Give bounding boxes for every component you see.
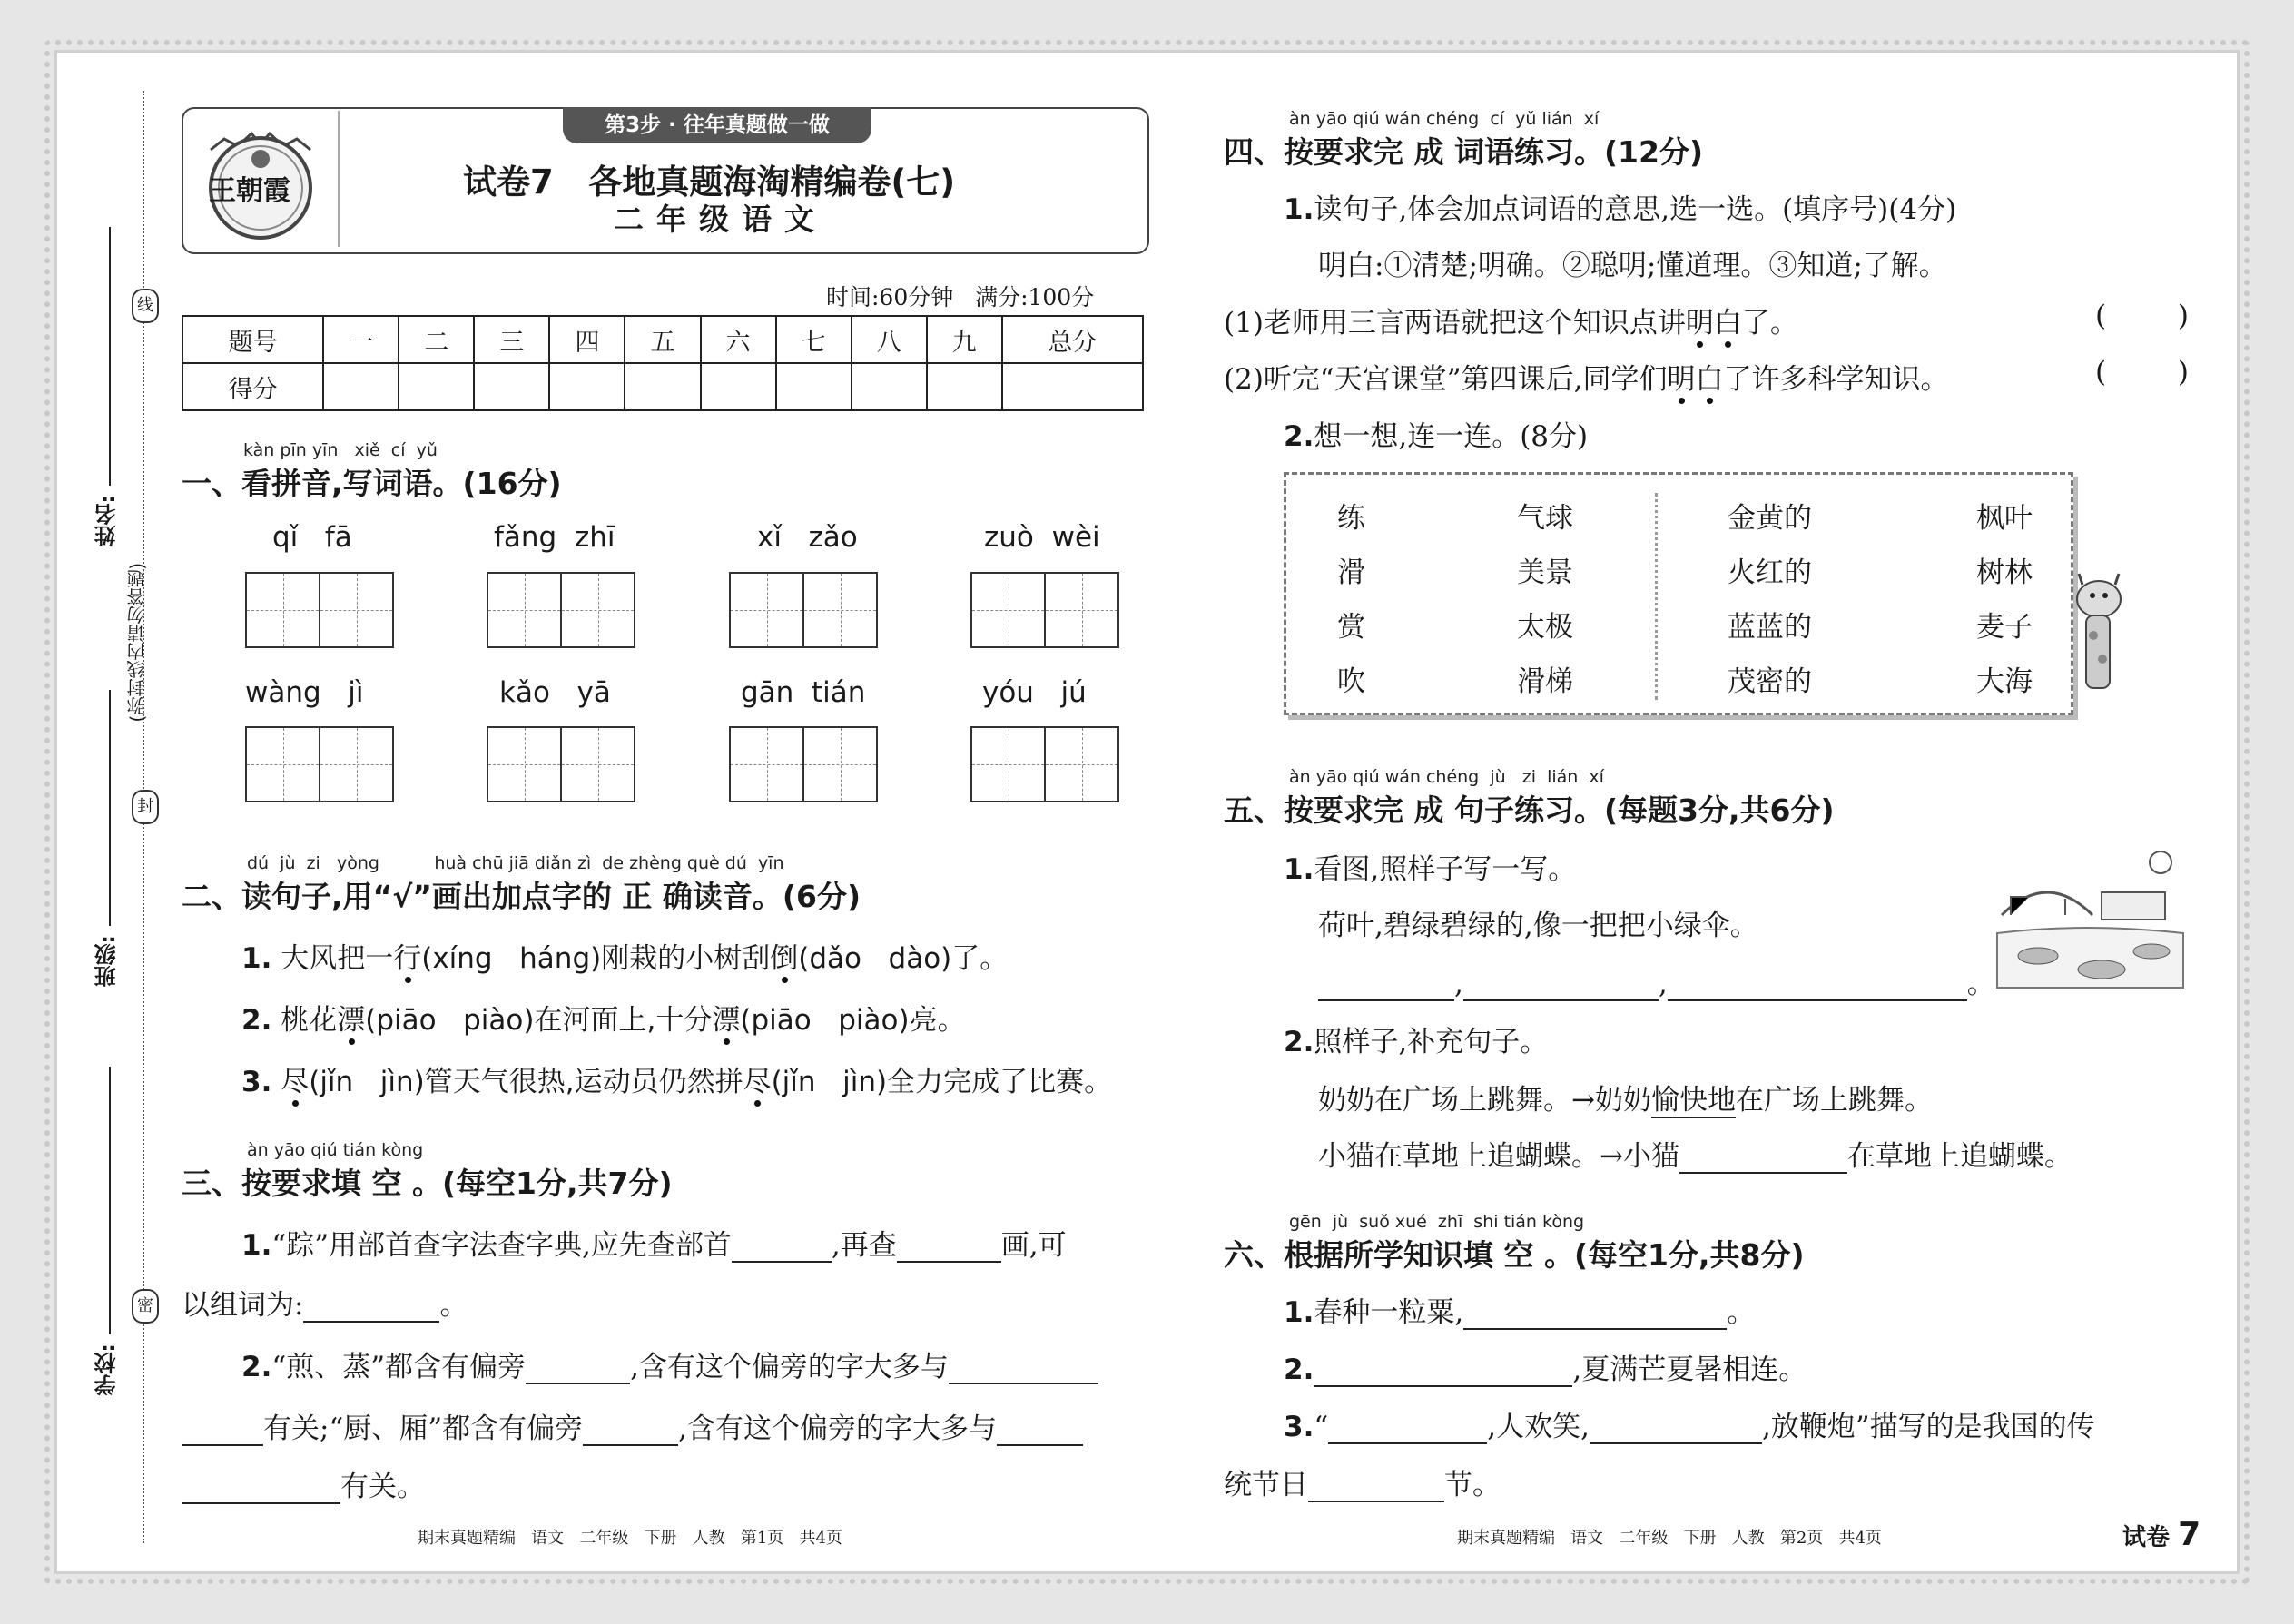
section3-q1-cont bbox=[182, 1282, 468, 1323]
name-label: 姓名: bbox=[94, 495, 120, 547]
score-cell: 总分 bbox=[1002, 316, 1143, 363]
underlined-word: 愉快地 bbox=[1650, 1084, 1736, 1117]
score-input[interactable] bbox=[1002, 363, 1143, 410]
q-number: 1. bbox=[1284, 853, 1314, 886]
q-text: 春种一粒粟, bbox=[1314, 1296, 1464, 1329]
sentence-text: 了。 bbox=[1741, 307, 1798, 340]
writing-grid[interactable] bbox=[487, 572, 637, 648]
match-word[interactable]: 麦子 bbox=[1976, 611, 2033, 644]
logo-text: 王朝霞 bbox=[209, 175, 290, 207]
q-text: “煎、蒸”都含有偏旁 bbox=[271, 1351, 527, 1383]
section4-q1 bbox=[1284, 186, 1956, 227]
answer-paren[interactable]: ( ) bbox=[2095, 300, 2190, 332]
step-banner: 第3步 · 往年真题做一做 bbox=[563, 107, 871, 143]
answer-blank[interactable] bbox=[1308, 1473, 1444, 1502]
writing-grid[interactable] bbox=[729, 572, 880, 648]
time-info: 时间:60分钟 满分:100分 bbox=[826, 284, 1095, 310]
sentence-text: 了许多科学知识。 bbox=[1723, 363, 1949, 396]
score-cell: 题号 bbox=[182, 316, 323, 363]
answer-blank[interactable] bbox=[897, 1234, 1001, 1263]
writing-grid[interactable] bbox=[245, 726, 396, 802]
section3-title: 三、按要求填 空 。(每空1分,共7分) bbox=[182, 1166, 673, 1201]
match-word[interactable]: 蓝蓝的 bbox=[1728, 611, 1812, 644]
q-number: 2. bbox=[241, 1004, 272, 1037]
writing-grid[interactable] bbox=[729, 726, 880, 802]
sentence-text: (2)听完“天宫课堂”第四课后,同学们 bbox=[1224, 363, 1668, 396]
section4-pinyin: àn yāo qiú wán chéng cí yǔ lián xí bbox=[1289, 109, 1600, 129]
comma: , bbox=[1658, 968, 1668, 1000]
section2-title: 二、读句子,用“√”画出加点字的 正 确读音。(6分) bbox=[182, 879, 861, 914]
score-cell: 一 bbox=[323, 316, 399, 363]
q-text: ,人欢笑, bbox=[1487, 1411, 1590, 1443]
pinyin-prompt: zuò wèi bbox=[984, 521, 1100, 554]
sidebar-notice: (弥封线内请勿答题) bbox=[126, 563, 148, 723]
q-text: 小猫在草地上追蝴蝶。→小猫 bbox=[1318, 1140, 1679, 1173]
dotted-char: 漂 bbox=[712, 1004, 741, 1037]
dotted-char: 行 bbox=[393, 942, 422, 975]
score-input[interactable] bbox=[474, 363, 549, 410]
answer-paren[interactable]: ( ) bbox=[2095, 356, 2190, 389]
section5-title: 五、按要求完 成 句子练习。(每题3分,共6分) bbox=[1224, 792, 1835, 828]
match-word[interactable]: 练 bbox=[1337, 502, 1365, 535]
match-divider bbox=[1655, 493, 1658, 700]
section2-q1 bbox=[241, 935, 1008, 976]
school-field[interactable] bbox=[109, 1067, 111, 1334]
score-table bbox=[182, 315, 1144, 411]
answer-blank[interactable] bbox=[949, 1355, 1098, 1384]
q-number: 1. bbox=[241, 1229, 272, 1262]
section6-q3-cont bbox=[1224, 1462, 1501, 1502]
section5-fill bbox=[1318, 1133, 2072, 1174]
q-text: ,再查 bbox=[831, 1229, 897, 1262]
dotted-char: 明 bbox=[1667, 363, 1696, 396]
q-text: 读句子,体会加点词语的意思,选一选。(填序号)(4分) bbox=[1314, 193, 1957, 226]
pinyin-options[interactable]: (xíng háng)刚栽的小树刮 bbox=[421, 942, 771, 975]
seal-char-mi: 密 bbox=[132, 1289, 159, 1324]
logo bbox=[192, 113, 329, 245]
answer-blank[interactable] bbox=[526, 1355, 630, 1384]
writing-grid[interactable] bbox=[487, 726, 637, 802]
q-number: 2. bbox=[1284, 1026, 1314, 1058]
section3-q2-cont bbox=[182, 1405, 1083, 1446]
seal-char-feng: 封 bbox=[132, 790, 159, 824]
pinyin-prompt: kǎo yā bbox=[499, 676, 611, 709]
dotted-char: 白 bbox=[1695, 363, 1724, 396]
q-text: 照样子,补充句子。 bbox=[1314, 1026, 1549, 1058]
section6-q1 bbox=[1284, 1289, 1755, 1330]
match-word[interactable]: 火红的 bbox=[1728, 556, 1812, 589]
lotus-pond-illustration bbox=[1993, 842, 2188, 992]
section1-pinyin: kàn pīn yīn xiě cí yǔ bbox=[243, 440, 438, 460]
q-text: “踪”用部首查字法查字典,应先查部首 bbox=[271, 1229, 732, 1262]
answer-blank[interactable] bbox=[1318, 972, 1454, 1001]
answer-blank[interactable] bbox=[182, 1475, 340, 1504]
footer-left: 期末真题精编 语文 二年级 下册 人教 第1页 共4页 bbox=[418, 1529, 842, 1548]
example-text: 在广场上跳舞。 bbox=[1735, 1084, 1933, 1117]
q-text: ,含有这个偏旁的字大多与 bbox=[630, 1351, 949, 1383]
answer-blank[interactable] bbox=[1463, 1301, 1727, 1330]
example-text: 奶奶在广场上跳舞。→奶奶 bbox=[1318, 1084, 1651, 1117]
section3-pinyin: àn yāo qiú tián kòng bbox=[247, 1140, 424, 1160]
section2-pinyin: dú jù zi yòng huà chū jiā diǎn zì de zhèng què dú yīn bbox=[247, 853, 784, 873]
q-text: 节。 bbox=[1444, 1469, 1501, 1501]
answer-blank[interactable] bbox=[182, 1417, 263, 1446]
q-text: ,含有这个偏旁的字大多与 bbox=[678, 1412, 997, 1445]
pinyin-options[interactable]: (jǐn jìn)管天气很热,运动员仍然拼 bbox=[309, 1066, 743, 1098]
period: 。 bbox=[1727, 1296, 1756, 1329]
paper-number: 7 bbox=[2178, 1516, 2201, 1553]
q-text: 以组词为: bbox=[182, 1289, 304, 1322]
answer-blank[interactable] bbox=[1328, 1415, 1487, 1444]
pinyin-options[interactable]: (dǎo dào)了。 bbox=[798, 942, 1009, 975]
paper-subtitle: 二年级语文 bbox=[614, 202, 827, 237]
score-input[interactable] bbox=[927, 363, 1002, 410]
match-word[interactable]: 滑 bbox=[1337, 556, 1365, 589]
match-word[interactable]: 大海 bbox=[1976, 665, 2033, 698]
section4-q2 bbox=[1284, 413, 1588, 454]
match-word[interactable]: 吹 bbox=[1337, 665, 1365, 698]
dotted-char: 白 bbox=[1713, 307, 1742, 340]
pinyin-options[interactable]: (jǐn jìn)全力完成了比赛。 bbox=[771, 1066, 1113, 1098]
paper-title: 试卷7 各地真题海淘精编卷(七) bbox=[463, 162, 956, 202]
section5-blank-line bbox=[1318, 960, 1995, 1001]
answer-blank[interactable] bbox=[1668, 972, 1967, 1001]
answer-blank[interactable] bbox=[583, 1417, 678, 1446]
pinyin-options[interactable]: (piāo piào)在河面上,十分 bbox=[365, 1004, 713, 1037]
match-word[interactable]: 茂密的 bbox=[1728, 665, 1812, 698]
dotted-char: 尽 bbox=[743, 1066, 772, 1098]
section1-title: 一、看拼音,写词语。(16分) bbox=[182, 466, 562, 501]
writing-grid[interactable] bbox=[970, 572, 1121, 648]
score-input-row bbox=[182, 363, 1143, 410]
section6-pinyin: gēn jù suǒ xué zhī shi tián kòng bbox=[1289, 1212, 1585, 1232]
section2-q2 bbox=[241, 997, 966, 1038]
section5-q2 bbox=[1284, 1019, 1548, 1059]
writing-grid[interactable] bbox=[970, 726, 1121, 802]
score-cell: 七 bbox=[776, 316, 852, 363]
sentence-text: 大风把一 bbox=[281, 942, 394, 975]
header-divider bbox=[338, 111, 340, 247]
match-word[interactable]: 赏 bbox=[1337, 611, 1365, 644]
section3-q1 bbox=[241, 1222, 1067, 1263]
q-number: 2. bbox=[241, 1351, 272, 1383]
score-cell: 八 bbox=[852, 316, 927, 363]
sentence-text: (1)老师用三言两语就把这个知识点讲 bbox=[1224, 307, 1686, 340]
dotted-char: 明 bbox=[1685, 307, 1714, 340]
q-text: 画,可 bbox=[1000, 1229, 1067, 1262]
matching-box bbox=[1284, 472, 2073, 715]
score-input[interactable] bbox=[549, 363, 625, 410]
score-cell: 六 bbox=[701, 316, 776, 363]
section4-s2 bbox=[1224, 356, 1948, 397]
score-cell: 九 bbox=[927, 316, 1002, 363]
q-text: ,放鞭炮”描写的是我国的传 bbox=[1761, 1411, 2095, 1443]
pinyin-prompt: fǎng zhī bbox=[494, 521, 615, 554]
pinyin-prompt: wàng jì bbox=[245, 676, 364, 709]
example2 bbox=[1318, 1077, 1933, 1117]
dotted-char: 尽 bbox=[281, 1066, 310, 1098]
match-word[interactable]: 枫叶 bbox=[1976, 502, 2033, 535]
q-text: 有关;“厨、厢”都含有偏旁 bbox=[263, 1412, 584, 1445]
answer-blank[interactable] bbox=[732, 1234, 832, 1263]
writing-grid[interactable] bbox=[245, 572, 396, 648]
answer-blank[interactable] bbox=[303, 1294, 439, 1323]
pinyin-prompt: yóu jú bbox=[982, 676, 1087, 709]
class-field[interactable] bbox=[109, 690, 111, 926]
q-number: 1. bbox=[241, 942, 272, 975]
footer-right: 期末真题精编 语文 二年级 下册 人教 第2页 共4页 bbox=[1457, 1529, 1882, 1548]
paper-tag bbox=[2122, 1516, 2200, 1553]
score-input[interactable] bbox=[323, 363, 399, 410]
match-word[interactable]: 滑梯 bbox=[1517, 665, 1573, 698]
sentence-text: 桃花 bbox=[281, 1004, 338, 1037]
answer-blank[interactable] bbox=[1590, 1415, 1762, 1444]
score-input[interactable] bbox=[399, 363, 474, 410]
section6-q3 bbox=[1284, 1403, 2095, 1444]
q-number: 3. bbox=[1284, 1411, 1314, 1443]
q-number: 2. bbox=[1284, 1353, 1314, 1386]
q-text: 在草地上追蝴蝶。 bbox=[1846, 1140, 2072, 1173]
answer-blank[interactable] bbox=[1463, 972, 1659, 1001]
pinyin-prompt: gān tián bbox=[741, 676, 866, 709]
class-label: 班级: bbox=[94, 935, 120, 988]
name-field[interactable] bbox=[109, 227, 111, 486]
answer-blank[interactable] bbox=[1679, 1145, 1847, 1174]
score-input[interactable] bbox=[625, 363, 700, 410]
score-input[interactable] bbox=[852, 363, 927, 410]
section3-q2 bbox=[241, 1343, 1098, 1384]
match-word[interactable]: 树林 bbox=[1976, 556, 2033, 589]
q-text: “ bbox=[1314, 1411, 1329, 1443]
pinyin-prompt: qǐ fā bbox=[272, 521, 352, 554]
pinyin-prompt: xǐ zǎo bbox=[757, 521, 858, 554]
example-sentence: 荷叶,碧绿碧绿的,像一把把小绿伞。 bbox=[1318, 910, 1758, 942]
section4-s1 bbox=[1224, 300, 1798, 340]
q-text: ,夏满芒夏暑相连。 bbox=[1572, 1353, 1807, 1386]
match-word[interactable]: 太极 bbox=[1517, 611, 1573, 644]
q-number: 3. bbox=[241, 1066, 272, 1098]
paper-tag-label: 试卷 bbox=[2122, 1524, 2171, 1551]
score-header-row bbox=[182, 316, 1143, 363]
section6-q2 bbox=[1284, 1346, 1807, 1387]
score-cell: 五 bbox=[625, 316, 700, 363]
score-input[interactable] bbox=[776, 363, 852, 410]
giraffe-illustration bbox=[2063, 572, 2130, 690]
score-input[interactable] bbox=[701, 363, 776, 410]
score-cell: 三 bbox=[474, 316, 549, 363]
answer-blank[interactable] bbox=[1314, 1358, 1572, 1387]
school-label: 学校: bbox=[94, 1343, 120, 1396]
match-word[interactable]: 美景 bbox=[1517, 556, 1573, 589]
dotted-char: 倒 bbox=[770, 942, 799, 975]
q-number: 1. bbox=[1284, 1296, 1314, 1329]
answer-blank[interactable] bbox=[997, 1417, 1083, 1446]
score-cell: 四 bbox=[549, 316, 625, 363]
dotted-char: 漂 bbox=[337, 1004, 366, 1037]
section5-q1 bbox=[1284, 846, 1576, 887]
q-number: 2. bbox=[1284, 420, 1314, 453]
section4-title: 四、按要求完 成 词语练习。(12分) bbox=[1224, 134, 1704, 170]
section5-pinyin: àn yāo qiú wán chéng jù zi lián xí bbox=[1289, 767, 1604, 787]
q-text: 看图,照样子写一写。 bbox=[1314, 853, 1577, 886]
q-text: 有关。 bbox=[340, 1471, 425, 1503]
period: 。 bbox=[1966, 968, 1995, 1000]
seal-char-xian: 线 bbox=[132, 289, 159, 323]
q-text: 。 bbox=[439, 1289, 468, 1322]
q-number: 1. bbox=[1284, 193, 1314, 226]
pinyin-options[interactable]: (piāo piào)亮。 bbox=[740, 1004, 966, 1037]
comma: , bbox=[1454, 968, 1463, 1000]
section2-q3 bbox=[241, 1058, 1112, 1099]
match-word[interactable]: 气球 bbox=[1517, 502, 1573, 535]
q-text: 想一想,连一连。(8分) bbox=[1314, 420, 1589, 453]
definition: 明白:①清楚;明确。②聪明;懂道理。③知道;了解。 bbox=[1318, 250, 1947, 282]
match-word[interactable]: 金黄的 bbox=[1728, 502, 1812, 535]
q-text: 统节日 bbox=[1224, 1469, 1308, 1501]
section6-title: 六、根据所学知识填 空 。(每空1分,共8分) bbox=[1224, 1237, 1805, 1273]
section3-q2-cont2 bbox=[182, 1463, 425, 1504]
score-cell: 二 bbox=[399, 316, 474, 363]
score-row-label: 得分 bbox=[182, 363, 323, 410]
